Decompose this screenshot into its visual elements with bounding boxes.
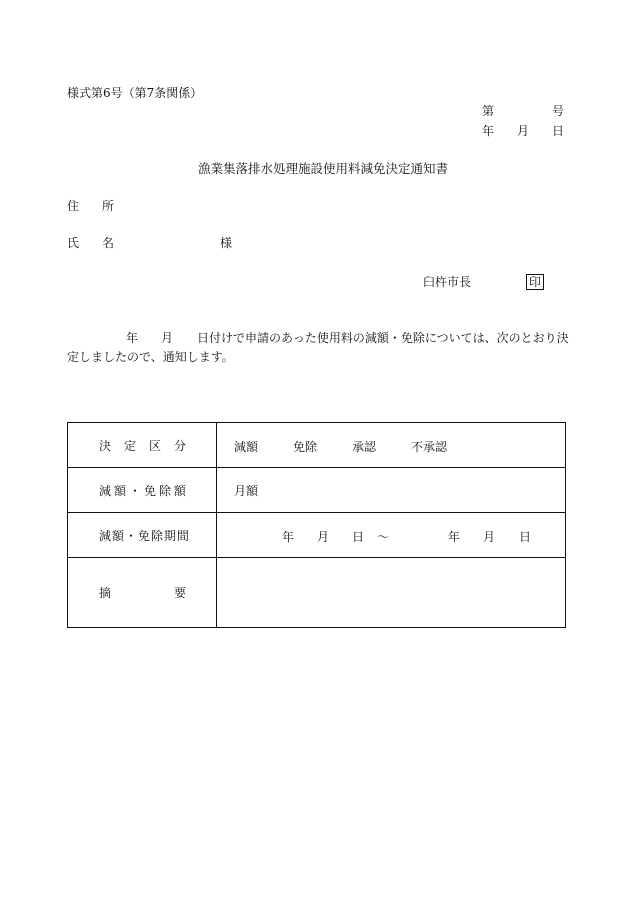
document-title: 漁業集落排水処理施設使用料減免決定通知書 (198, 161, 449, 176)
reduction-period-label: 減 額 ・ 免 除 期 間 (68, 513, 217, 558)
remarks-value (217, 558, 566, 628)
name-label-1: 氏 (67, 236, 80, 250)
issuer: 臼杵市長 (423, 275, 472, 289)
period-tilde: ～ (377, 530, 390, 544)
option-approved: 承認 (352, 440, 377, 454)
reduction-amount-label: 減 額 ・ 免 除 額 (68, 468, 217, 513)
reduction-amount-value: 月額 (217, 468, 566, 513)
option-not-approved: 不承認 (411, 440, 448, 454)
address-label-2: 所 (102, 199, 115, 213)
decision-category-options (217, 423, 566, 468)
decision-category-label: 決 定 区 分 (68, 423, 217, 468)
period-from-month: 月 (317, 530, 330, 544)
body-line1-rest: 日付けで申請のあった使用料の減額・免除については、次のとおり決 (197, 331, 569, 345)
period-to-year: 年 (448, 530, 461, 544)
period-from-day: 日 (352, 530, 365, 544)
body-year: 年 (126, 331, 139, 345)
reduction-period-value (217, 513, 566, 558)
body-line2: 定しましたので、通知します。 (67, 350, 234, 364)
reduction-amount-row (68, 468, 566, 513)
issue-date-day: 日 (552, 124, 565, 138)
option-exemption: 免除 (293, 440, 318, 454)
period-from-year: 年 (282, 530, 295, 544)
name-label-2: 名 (102, 236, 115, 250)
reduction-period-row (68, 513, 566, 558)
doc-number-go: 号 (552, 104, 565, 118)
period-to-month: 月 (483, 530, 496, 544)
issue-date-year: 年 (482, 124, 495, 138)
honorific: 様 (220, 236, 233, 250)
option-reduction: 減額 (234, 440, 259, 454)
decision-category-row (68, 423, 566, 468)
seal-box: 印 (526, 274, 544, 290)
address-label-1: 住 (67, 199, 80, 213)
decision-table (67, 422, 566, 628)
period-to-day: 日 (519, 530, 532, 544)
remarks-label: 摘 要 (68, 558, 217, 628)
remarks-row (68, 558, 566, 628)
body-month: 月 (161, 331, 174, 345)
issue-date-month: 月 (517, 124, 530, 138)
doc-number-dai: 第 (482, 104, 495, 118)
form-number: 様式第6号（第7条関係） (67, 86, 203, 100)
